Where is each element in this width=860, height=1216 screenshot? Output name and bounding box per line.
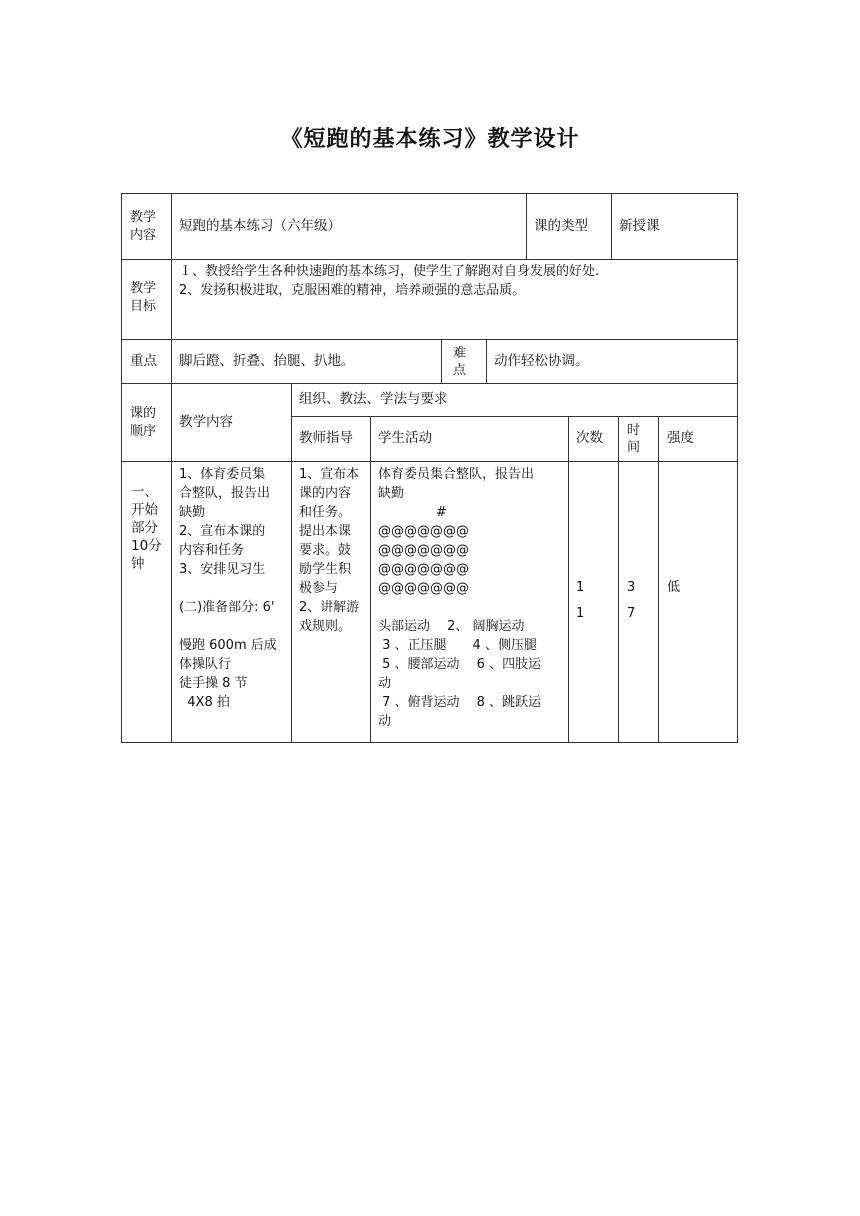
count-value: 1	[576, 580, 585, 595]
time-header: 时间	[627, 423, 641, 455]
body-teacher-guidance	[293, 463, 371, 738]
content-line: (二)准备部分: 6'	[179, 600, 275, 615]
key-point-label: 重点	[130, 352, 157, 369]
difficulty-label: 难点	[453, 346, 467, 378]
teacher-line: 提出本课	[299, 524, 352, 539]
body-intensity: 低	[667, 580, 681, 595]
student-line: @@@@@@@	[378, 524, 469, 539]
teacher-line: 和任务。	[299, 505, 352, 520]
teacher-line: 课的内容	[299, 486, 352, 501]
body-time	[621, 573, 655, 653]
teaching-content-header: 教学内容	[179, 413, 233, 430]
student-line: 7 、俯背运动 8 、跳跃运	[378, 695, 542, 710]
student-line: #	[378, 505, 447, 520]
intensity-header: 强度	[667, 430, 694, 446]
objective-2: 2、发扬积极进取，克服困难的精神，培养顽强的意志品质。	[179, 283, 526, 298]
content-value: 短跑的基本练习（六年级）	[179, 217, 341, 234]
student-line: @@@@@@@	[378, 562, 469, 577]
content-line: 2、宣布本课的	[179, 524, 266, 539]
student-line: 体育委员集合整队，报告出	[378, 467, 535, 482]
student-line: 5 、腰部运动 6 、四肢运	[378, 657, 542, 672]
student-line: 动	[378, 714, 392, 729]
time-value: 7	[627, 606, 636, 621]
content-line	[179, 617, 285, 636]
teacher-line: 励学生积	[299, 562, 352, 577]
count-header: 次数	[576, 430, 603, 446]
content-line: 慢跑 600m 后成	[179, 638, 277, 653]
difficulty-value: 动作轻松协调。	[494, 352, 589, 369]
objective-1: １、教授给学生各种快速跑的基本练习，使学生了解跑对自身发展的好处.	[179, 264, 600, 279]
content-line: 体操队行	[179, 657, 232, 672]
count-value: 1	[576, 606, 585, 621]
teacher-line: 1、宣布本	[299, 467, 360, 482]
body-student-activity	[372, 463, 568, 738]
student-line: 缺勤	[378, 486, 405, 501]
teacher-line: 戏规则。	[299, 619, 352, 634]
page-title: 《短跑的基本练习》教学设计	[280, 127, 580, 152]
content-line: 4X8 拍	[179, 695, 230, 710]
student-line: 3 、正压腿 4 、侧压腿	[378, 638, 537, 653]
student-activity-header: 学生活动	[378, 430, 432, 446]
student-line	[378, 598, 562, 617]
organization-header: 组织、教法、学法与要求	[299, 391, 448, 407]
content-line: 合整队，报告出	[179, 486, 271, 501]
lesson-type-label: 课的类型	[534, 217, 588, 234]
key-point-value: 脚后蹬、折叠、抬腿、扒地。	[179, 352, 355, 369]
content-line: 1、体育委员集	[179, 467, 266, 482]
content-label: 教学内容	[130, 210, 157, 243]
teacher-guidance-header: 教师指导	[299, 430, 353, 446]
objectives-label: 教学目标	[130, 281, 157, 314]
objectives-text	[173, 260, 733, 320]
order-header: 课的顺序	[130, 406, 157, 439]
student-line: @@@@@@@	[378, 581, 469, 596]
teacher-line: 要求。鼓	[299, 543, 352, 558]
time-value: 3	[627, 580, 636, 595]
content-line: 缺勤	[179, 505, 206, 520]
content-line	[179, 579, 285, 598]
student-line: 动	[378, 676, 392, 691]
student-line: @@@@@@@	[378, 543, 469, 558]
teacher-line: 极参与	[299, 581, 339, 596]
lesson-type-value: 新授课	[619, 217, 660, 234]
lesson-plan-table	[121, 193, 738, 743]
content-line: 内容和任务	[179, 543, 245, 558]
body-content	[173, 463, 291, 738]
content-line: 3、安排见习生	[179, 562, 266, 577]
section-label: 一、开始部分10分钟	[131, 484, 162, 572]
body-count	[570, 573, 616, 653]
content-line: 徒手操 8 节	[179, 676, 248, 691]
teacher-line: 2、讲解游	[299, 600, 360, 615]
student-line: 头部运动 2、 阔胸运动	[378, 619, 525, 634]
